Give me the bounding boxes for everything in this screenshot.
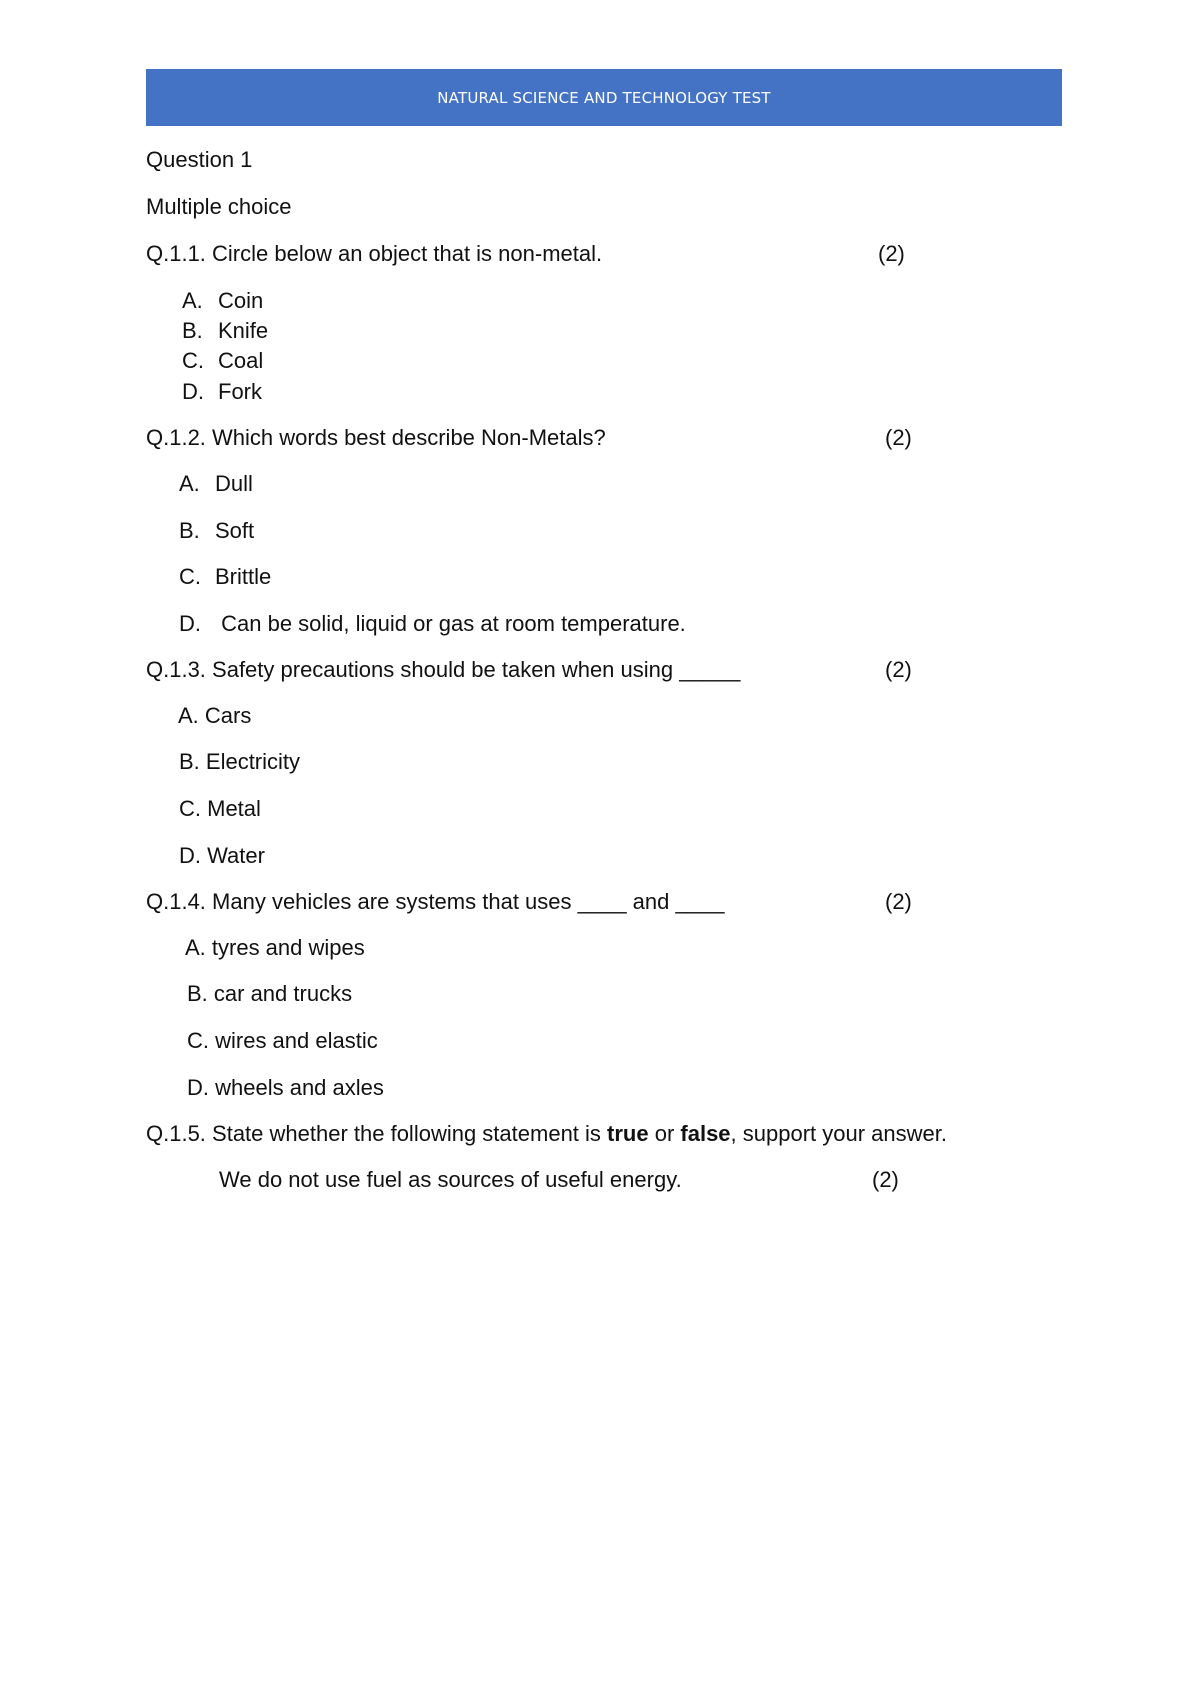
question-1-2-text: Q.1.2. Which words best describe Non-Metals? (146, 425, 606, 450)
question-1-3-text: Q.1.3. Safety precautions should be taken when using _____ (146, 657, 741, 682)
q1-1-option-d (182, 379, 262, 405)
q1-2-option-a (179, 471, 253, 497)
question-heading: Question 1 (146, 147, 253, 172)
question-1-1-text: Q.1.1. Circle below an object that is non-metal. (146, 241, 603, 266)
q5-suffix: , support your answer. (730, 1121, 947, 1146)
q1-3-option-d: D. Water (179, 843, 265, 868)
q1-3-option-b: B. Electricity (179, 749, 301, 774)
q5-word-or: or (648, 1121, 681, 1146)
option-letter: C. (182, 348, 204, 373)
option-text: Knife (218, 318, 269, 343)
option-text: Coin (218, 288, 264, 313)
test-title-banner (146, 69, 1062, 126)
q1-2-option-b (179, 518, 254, 544)
question-1-2-marks: (2) (885, 425, 912, 450)
q5-word-true: true (607, 1121, 649, 1146)
option-letter: B. (179, 518, 200, 543)
q1-2-option-c (179, 564, 271, 590)
q1-3-option-a: A. Cars (178, 703, 252, 728)
option-text: Coal (218, 348, 264, 373)
section-subheading: Multiple choice (146, 194, 292, 219)
q5-prefix: Q.1.5. State whether the following statement is (146, 1121, 608, 1146)
option-letter: B. (182, 318, 203, 343)
q1-3-option-c: C. Metal (179, 796, 261, 821)
question-1-4-marks: (2) (885, 889, 912, 914)
option-text: Can be solid, liquid or gas at room temperature. (215, 611, 686, 636)
q1-1-option-c (182, 348, 263, 374)
option-text: Brittle (215, 564, 272, 589)
option-letter: D. (179, 611, 201, 636)
option-letter: D. (182, 379, 204, 404)
question-1-5-statement: We do not use fuel as sources of useful energy. (219, 1167, 682, 1192)
option-letter: C. (179, 564, 201, 589)
question-1-5-marks: (2) (872, 1167, 899, 1192)
test-title: NATURAL SCIENCE AND TECHNOLOGY TEST (437, 88, 771, 107)
question-1-1-marks: (2) (878, 241, 905, 266)
question-1-3-marks: (2) (885, 657, 912, 682)
q1-4-option-d: D. wheels and axles (187, 1075, 384, 1100)
option-text: Dull (215, 471, 253, 496)
q1-1-option-b (182, 318, 268, 344)
q1-4-option-c: C. wires and elastic (187, 1028, 378, 1053)
question-1-4-text: Q.1.4. Many vehicles are systems that uses ____ and ____ (146, 889, 725, 914)
q1-1-option-a (182, 288, 263, 314)
option-letter: A. (182, 288, 203, 313)
q1-4-option-a: A. tyres and wipes (185, 935, 365, 960)
option-text: Soft (215, 518, 255, 543)
q5-word-false: false (680, 1121, 731, 1146)
option-text: Fork (218, 379, 262, 404)
q1-4-option-b: B. car and trucks (187, 981, 353, 1006)
option-letter: A. (179, 471, 200, 496)
q1-2-option-d (179, 611, 686, 637)
question-1-5-text (146, 1121, 947, 1147)
